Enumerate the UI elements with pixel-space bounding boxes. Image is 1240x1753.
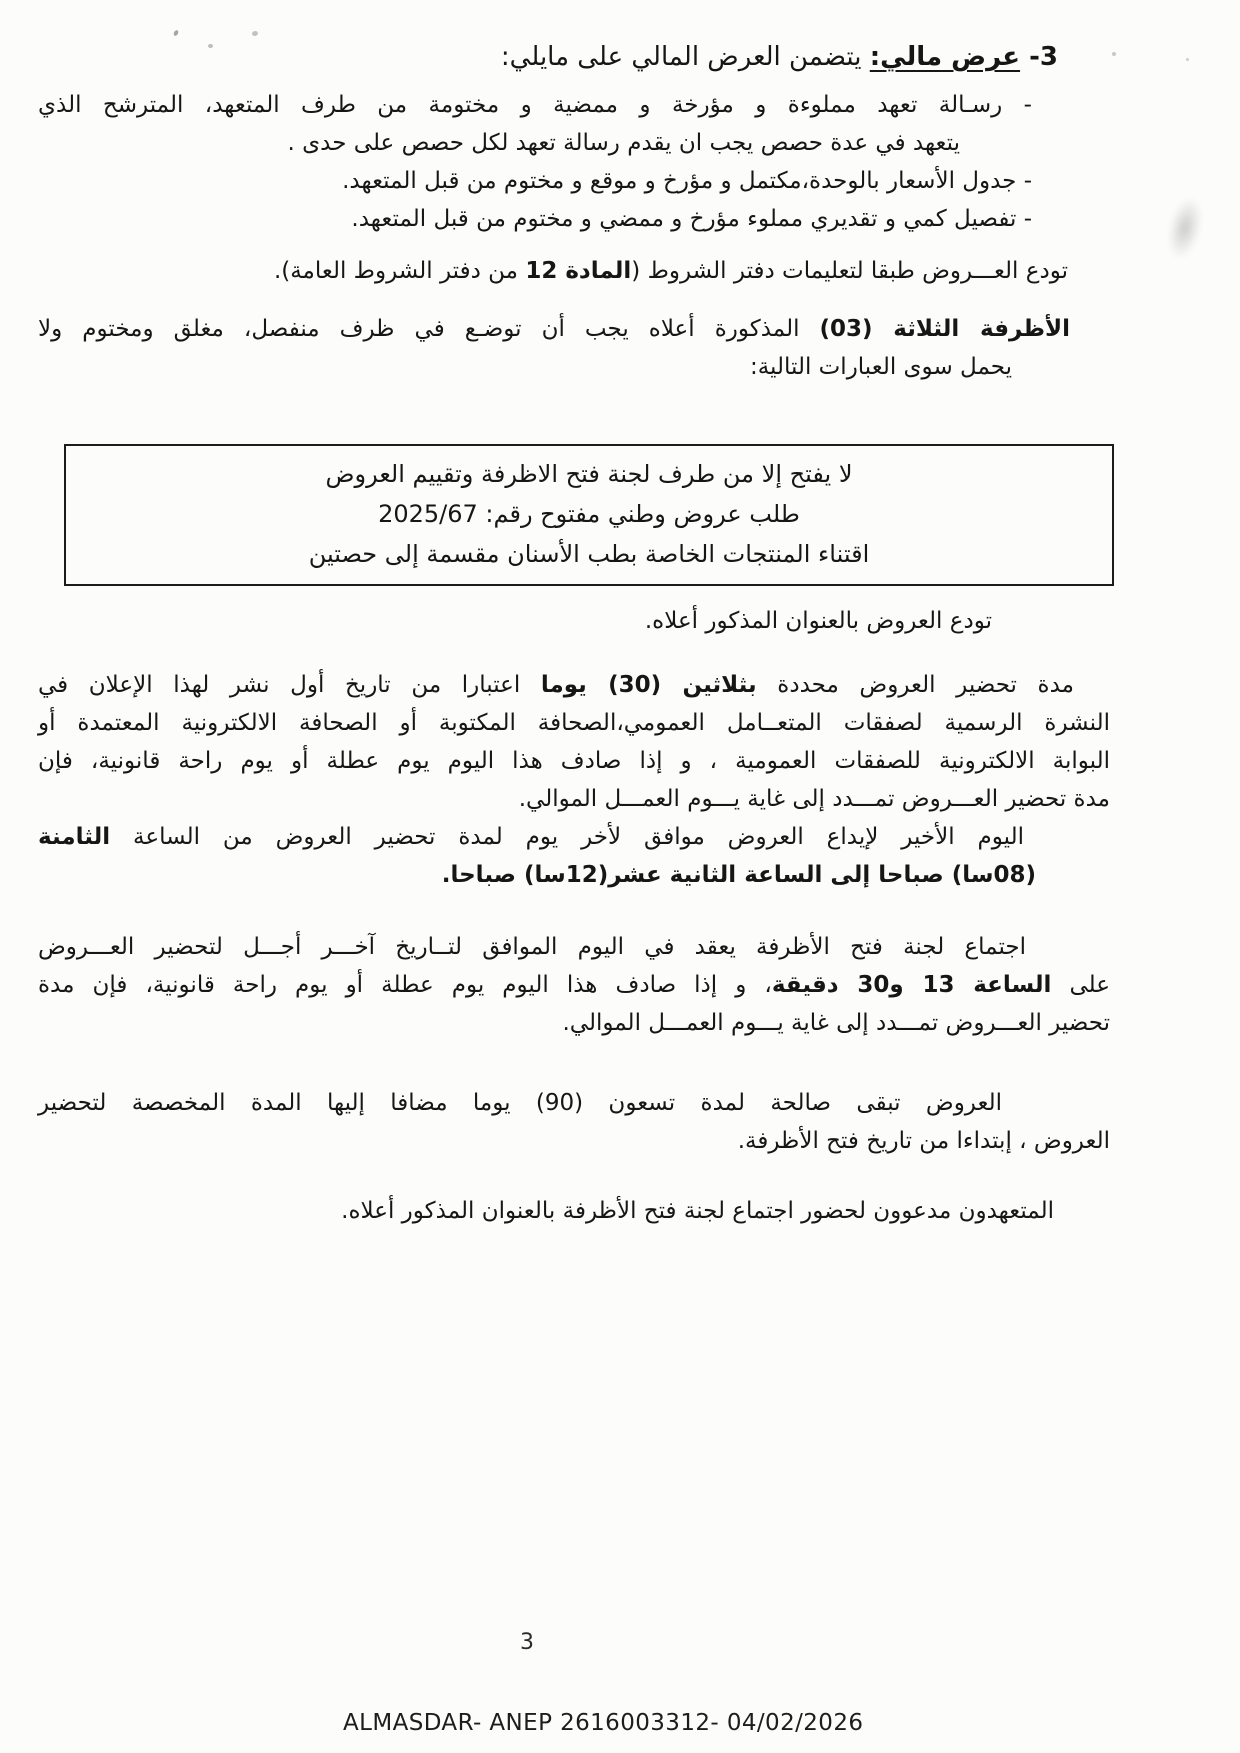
bullet-quantitative-estimate xyxy=(38,200,1110,238)
bullet-commitment-letter-line2 xyxy=(38,124,1110,162)
text-run: اعتبارا من تاريخ أول نشر لهذا الإعلان في xyxy=(38,672,541,698)
paragraph-preparation-period-line2 xyxy=(38,704,1110,742)
section-heading-financial-offer xyxy=(38,34,1110,80)
anep-imprint-footer: ALMASDAR- ANEP 2616003312- 04/02/2026 xyxy=(343,1710,864,1736)
text-run: الساعة 13 و30 دقيقة xyxy=(771,972,1052,998)
text-run: البوابة الالكترونية للصفقات العمومية ، و إذا صادف هذا اليوم يوم عطلة أو يوم راحة قانونية، فإن xyxy=(38,748,1110,774)
text-run: عرض مالي: xyxy=(869,42,1021,72)
box-line-tender-number xyxy=(78,494,1100,534)
text-run: - تفصيل كمي و تقديري مملوء مؤرخ و ممضي و مختوم من قبل المتعهد. xyxy=(351,206,1032,232)
paragraph-three-envelopes-line2 xyxy=(38,348,1110,386)
text-run: لا يفتح إلا من طرف لجنة فتح الاظرفة وتقييم العروض xyxy=(325,460,853,488)
page-number: 3 xyxy=(520,1630,534,1655)
bullet-commitment-letter-line1 xyxy=(38,86,1110,124)
paragraph-opening-committee-line3 xyxy=(38,1004,1110,1042)
text-run: طلب عروض وطني مفتوح رقم: 2025/67 xyxy=(378,500,800,528)
paragraph-opening-committee-line2 xyxy=(38,966,1110,1004)
document-body xyxy=(38,34,1110,1230)
text-run: (08سا) صباحا إلى الساعة الثانية عشر(12سا) صباحا. xyxy=(441,862,1036,888)
text-run: تودع العـــروض طبقا لتعليمات دفتر الشروط ( xyxy=(631,258,1068,284)
text-run: اجتماع لجنة فتح الأظرفة يعقد في اليوم الموافق لتــاريخ آخـــر أجـــل لتحضير العـــروض xyxy=(38,934,1026,960)
paragraph-last-deposit-day-line2 xyxy=(38,856,1110,894)
text-run: العروض ، إبتداءا من تاريخ فتح الأظرفة. xyxy=(737,1128,1110,1154)
text-run: المادة 12 xyxy=(525,258,632,284)
paragraph-opening-committee-line1 xyxy=(38,928,1110,966)
text-run: بثلاثين (30) يوما xyxy=(540,672,757,698)
paragraph-preparation-period-line3 xyxy=(38,742,1110,780)
bullet-unit-price-schedule xyxy=(38,162,1110,200)
paragraph-deposit-address xyxy=(38,602,1110,640)
text-run: ، و إذا صادف هذا اليوم يوم عطلة أو يوم راحة قانونية، فإن مدة xyxy=(38,972,772,998)
paragraph-offer-validity-line1 xyxy=(38,1084,1110,1122)
paragraph-submission-per-specs xyxy=(38,252,1110,290)
text-run: تودع العروض بالعنوان المذكور أعلاه. xyxy=(644,608,992,634)
paragraph-offer-validity-line2 xyxy=(38,1122,1110,1160)
scan-smudge xyxy=(1163,195,1207,260)
paragraph-preparation-period-line4 xyxy=(38,780,1110,818)
text-run: من دفتر الشروط العامة). xyxy=(273,258,526,284)
box-line-tender-subject xyxy=(78,534,1100,574)
text-run: تحضير العـــروض تمـــدد إلى غاية يـــوم العمـــل الموالي. xyxy=(562,1010,1110,1036)
text-run: العروض تبقى صالحة لمدة تسعون (90) يوما مضافا إليها المدة المخصصة لتحضير xyxy=(38,1090,1002,1116)
text-run: مدة تحضير العـــروض تمـــدد إلى غاية يـــوم العمـــل الموالي. xyxy=(518,786,1110,812)
text-run: المتعهدون مدعوون لحضور اجتماع لجنة فتح الأظرفة بالعنوان المذكور أعلاه. xyxy=(341,1198,1054,1224)
box-line-open-only-by-committee xyxy=(78,454,1100,494)
text-run: النشرة الرسمية لصفقات المتعــامل العمومي،الصحافة المكتوبة أو الصحافة الالكترونية المعتمدة أو xyxy=(38,710,1110,736)
text-run: يتضمن العرض المالي على مايلي: xyxy=(500,42,870,72)
scan-speck xyxy=(1112,52,1116,56)
text-run: - جدول الأسعار بالوحدة،مكتمل و مؤرخ و موقع و مختوم من قبل المتعهد. xyxy=(342,168,1032,194)
paragraph-bidders-invited xyxy=(38,1192,1110,1230)
paragraph-preparation-period-line1 xyxy=(38,666,1110,704)
scan-speck xyxy=(1186,58,1189,61)
text-run: اقتناء المنتجات الخاصة بطب الأسنان مقسمة إلى حصتين xyxy=(308,540,870,568)
text-run: اليوم الأخير لإيداع العروض موافق لأخر يوم لمدة تحضير العروض من الساعة xyxy=(110,824,1024,850)
envelope-statement-box xyxy=(64,444,1114,586)
text-run: الثامنة xyxy=(38,824,111,850)
text-run: المذكورة أعلاه يجب أن توضـع في ظرف منفصل، مغلق ومختوم ولا xyxy=(38,316,820,342)
text-run: مدة تحضير العروض محددة xyxy=(756,672,1075,698)
text-run: على xyxy=(1051,972,1111,998)
text-run: 3- xyxy=(1020,42,1058,72)
text-run: يتعهد في عدة حصص يجب ان يقدم رسالة تعهد لكل حصص على حدى . xyxy=(287,130,960,156)
text-run: يحمل سوى العبارات التالية: xyxy=(749,354,1012,380)
paragraph-three-envelopes-line1 xyxy=(38,310,1110,348)
paragraph-last-deposit-day-line1 xyxy=(38,818,1110,856)
text-run: - رسـالة تعهد مملوءة و مؤرخة و ممضية و مختومة من طرف المتعهد، المترشح الذي xyxy=(38,92,1032,118)
text-run: الأظرفة الثلاثة (03) xyxy=(819,316,1070,342)
